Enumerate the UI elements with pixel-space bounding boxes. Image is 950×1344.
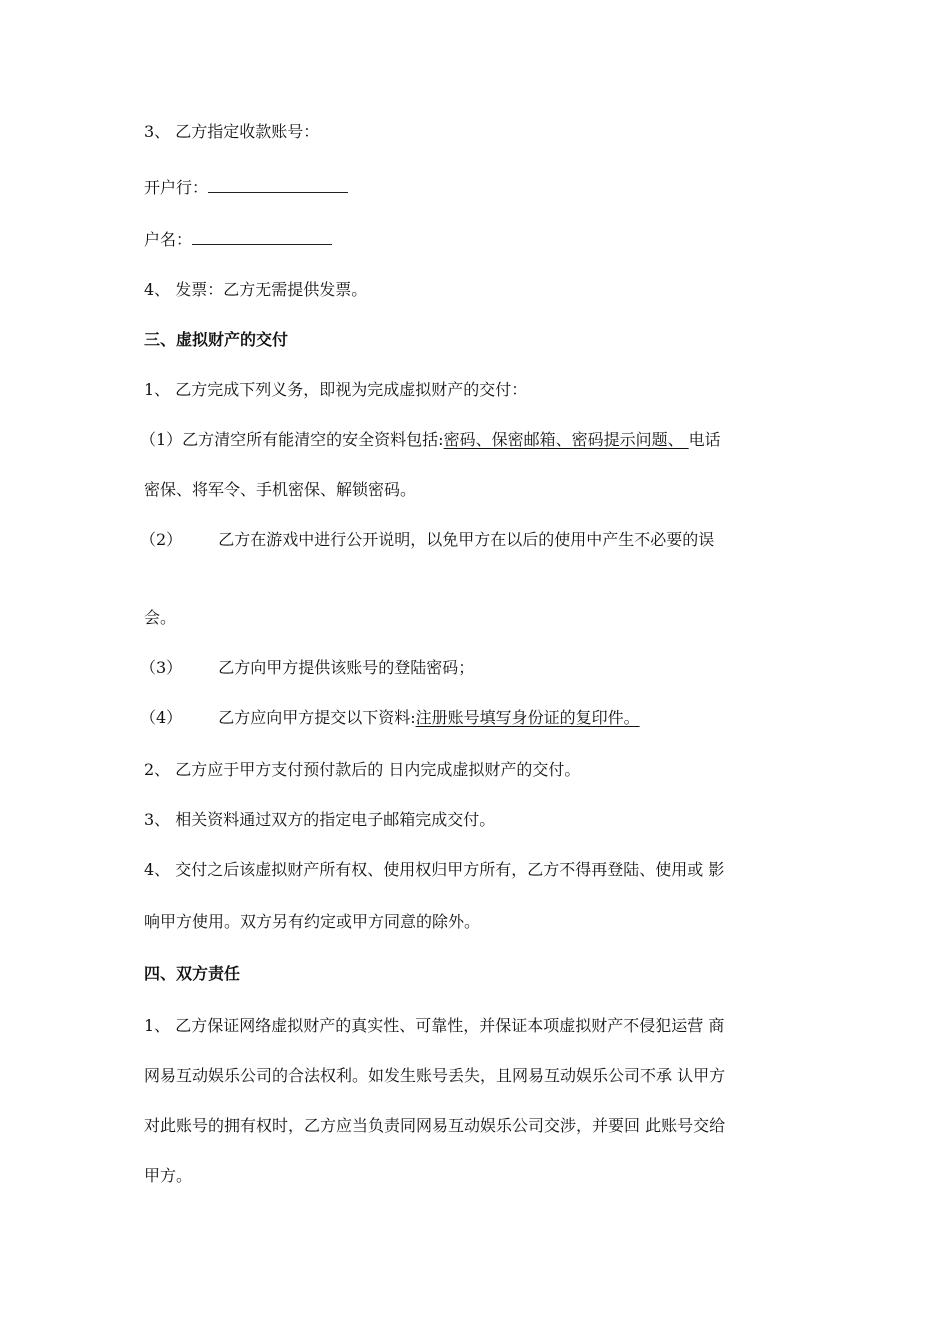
bank-blank (208, 178, 348, 193)
item-4-text: 乙方应向甲方提交以下资料: (218, 708, 416, 727)
item-3-line (140, 656, 474, 680)
responsibility-1-line-1: 1、 乙方保证网络虚拟财产的真实性、可靠性，并保证本项虚拟财产不侵犯运营 商 (144, 1016, 725, 1035)
item-1-tail: 电话 (688, 430, 721, 449)
item-1-line (140, 428, 721, 452)
account-name-field (144, 228, 332, 252)
clause-4-continued: 响甲方使用。双方另有约定或甲方同意的除外。 (144, 912, 481, 931)
account-name-label: 户名： (144, 230, 193, 249)
account-name-blank (192, 230, 332, 245)
clause-4-invoice: 4、 发票：乙方无需提供发票。 (144, 280, 368, 299)
item-4-line (140, 706, 640, 730)
clause-3-email: 3、 相关资料通过双方的指定电子邮箱完成交付。 (144, 810, 496, 829)
item-1-text: （1）乙方清空所有能清空的安全资料包括: (140, 430, 444, 449)
bank-label: 开户行： (144, 178, 209, 197)
item-3-number: （3） (140, 658, 183, 677)
item-2-line (140, 528, 714, 552)
responsibility-1-line-2: 网易互动娱乐公司的合法权利。如发生账号丢失，且网易互动娱乐公司不承 认甲方 (144, 1066, 726, 1085)
item-3-text: 乙方向甲方提供该账号的登陆密码； (218, 658, 475, 677)
item-4-number: （4） (140, 708, 183, 727)
clause-3-account: 3、 乙方指定收款账号： (144, 122, 320, 141)
item-4-underlined: 注册账号填写身份证的复印件。 (415, 708, 640, 727)
bank-field (144, 176, 348, 200)
section-3-heading: 三、虚拟财产的交付 (144, 330, 289, 349)
item-2-text: 乙方在游戏中进行公开说明，以免甲方在以后的使用中产生不必要的误 (218, 530, 715, 549)
clause-1-delivery: 1、 乙方完成下列义务，即视为完成虚拟财产的交付： (144, 380, 528, 399)
section-4-heading: 四、双方责任 (144, 964, 241, 983)
responsibility-1-line-3: 对此账号的拥有权时，乙方应当负责同网易互动娱乐公司交涉，并要回 此账号交给 (144, 1116, 726, 1135)
clause-4-ownership: 4、 交付之后该虚拟财产所有权、使用权归甲方所有，乙方不得再登陆、使用或 影 (144, 860, 725, 879)
item-1-underlined: 密码、保密邮箱、密码提示问题、 (443, 430, 689, 449)
item-1-continued: 密保、将军令、手机密保、解锁密码。 (144, 480, 417, 499)
responsibility-1-line-4: 甲方。 (144, 1166, 193, 1185)
item-2-continued: 会。 (144, 608, 177, 627)
item-2-number: （2） (140, 530, 183, 549)
clause-2-deadline: 2、 乙方应于甲方支付预付款后的 日内完成虚拟财产的交付。 (144, 760, 581, 779)
